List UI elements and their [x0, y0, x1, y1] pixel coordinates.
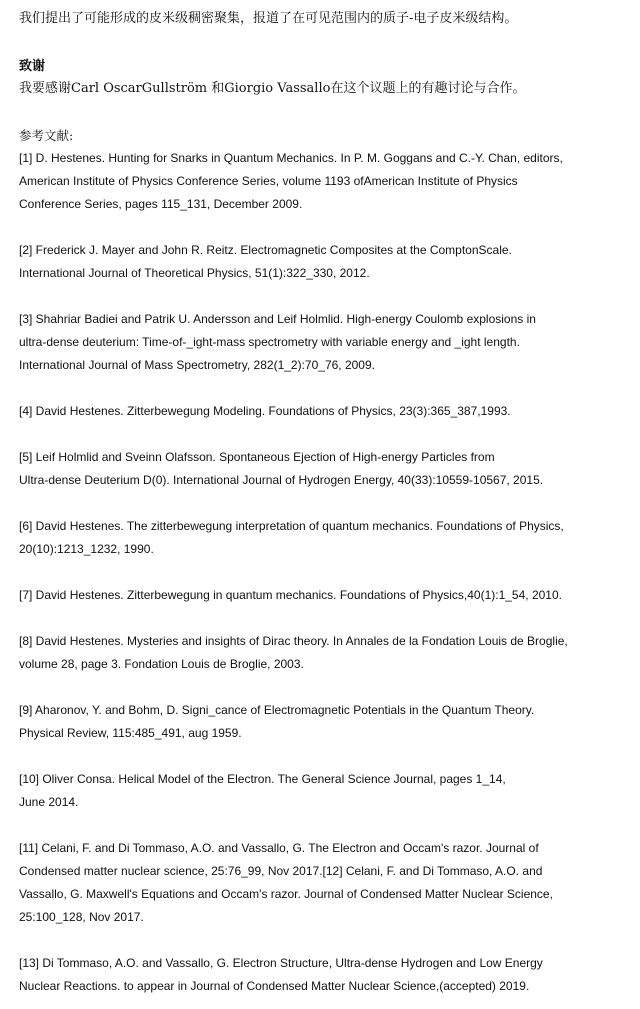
- reference-line: American Institute of Physics Conference Series, volume 1193 ofAmerican Institute of Physics: [19, 174, 518, 188]
- reference-line: [6] David Hestenes. The zitterbewegung interpretation of quantum mechanics. Foundations of Physics,: [19, 519, 564, 533]
- reference-line: [10] Oliver Consa. Helical Model of the Electron. The General Science Journal, pages 1_14,: [19, 772, 506, 786]
- reference-line: volume 28, page 3. Fondation Louis de Broglie, 2003.: [19, 657, 304, 671]
- reference-line: ultra-dense deuterium: Time-of-_ight-mass spectrometry with variable energy and _ight length.: [19, 335, 520, 349]
- reference-item: [19, 446, 631, 492]
- reference-line: [5] Leif Holmlid and Sveinn Olafsson. Spontaneous Ejection of High-energy Particles from: [19, 450, 495, 464]
- references-heading: 参考文献:: [19, 128, 74, 143]
- reference-item: [19, 515, 631, 561]
- reference-item: [19, 837, 631, 929]
- reference-item: [19, 147, 631, 216]
- reference-line: Vassallo, G. Maxwell's Equations and Occam's razor. Journal of Condensed Matter Nuclear Science,: [19, 887, 553, 901]
- acknowledgement-text: 我要感谢Carl OscarGullström 和Giorgio Vassallo在这个议题上的有趣讨论与合作。: [19, 81, 526, 96]
- acknowledgement-heading: 致谢: [19, 59, 46, 74]
- reference-line: Condensed matter nuclear science, 25:76_99, Nov 2017.[12] Celani, F. and Di Tommaso, A.O. and: [19, 864, 543, 878]
- reference-line: [11] Celani, F. and Di Tommaso, A.O. and Vassallo, G. The Electron and Occam's razor. Journal of: [19, 841, 539, 855]
- reference-item: [19, 630, 631, 676]
- reference-line: 20(10):1213_1232, 1990.: [19, 542, 154, 556]
- reference-line: Conference Series, pages 115_131, December 2009.: [19, 197, 303, 211]
- reference-line: [2] Frederick J. Mayer and John R. Reitz. Electromagnetic Composites at the ComptonScale.: [19, 243, 512, 257]
- reference-item: [19, 699, 631, 745]
- reference-item: [19, 584, 631, 607]
- reference-line: [4] David Hestenes. Zitterbewegung Modeling. Foundations of Physics, 23(3):365_387,1993.: [19, 404, 511, 418]
- reference-item: [19, 308, 631, 377]
- reference-line: Nuclear Reactions. to appear in Journal of Condensed Matter Nuclear Science,(accepted) 2019.: [19, 979, 530, 993]
- reference-line: Physical Review, 115:485_491, aug 1959.: [19, 726, 242, 740]
- reference-item: [19, 768, 631, 814]
- reference-item: [19, 239, 631, 285]
- reference-item: [19, 952, 631, 998]
- reference-line: International Journal of Theoretical Physics, 51(1):322_330, 2012.: [19, 266, 370, 280]
- reference-line: Ultra-dense Deuterium D(0). International Journal of Hydrogen Energy, 40(33):10559-10567, 2015.: [19, 473, 544, 487]
- reference-line: [1] D. Hestenes. Hunting for Snarks in Quantum Mechanics. In P. M. Goggans and C.-Y. Chan, editors,: [19, 151, 563, 165]
- reference-line: [13] Di Tommaso, A.O. and Vassallo, G. Electron Structure, Ultra-dense Hydrogen and Low Energy: [19, 956, 543, 970]
- reference-line: [7] David Hestenes. Zitterbewegung in quantum mechanics. Foundations of Physics,40(1):1_54, 2010.: [19, 588, 562, 602]
- reference-line: [9] Aharonov, Y. and Bohm, D. Signi_cance of Electromagnetic Potentials in the Quantum Theory.: [19, 703, 535, 717]
- reference-item: [19, 400, 631, 423]
- reference-line: International Journal of Mass Spectrometry, 282(1_2):70_76, 2009.: [19, 358, 375, 372]
- intro-paragraph: 我们提出了可能形成的皮米级稠密聚集，报道了在可见范围内的质子-电子皮米级结构。: [19, 11, 518, 26]
- reference-line: [3] Shahriar Badiei and Patrik U. Andersson and Leif Holmlid. High-energy Coulomb explosions in: [19, 312, 536, 326]
- reference-line: 25:100_128, Nov 2017.: [19, 910, 144, 924]
- reference-line: June 2014.: [19, 795, 79, 809]
- reference-line: [8] David Hestenes. Mysteries and insights of Dirac theory. In Annales de la Fondation Louis de Broglie,: [19, 634, 568, 648]
